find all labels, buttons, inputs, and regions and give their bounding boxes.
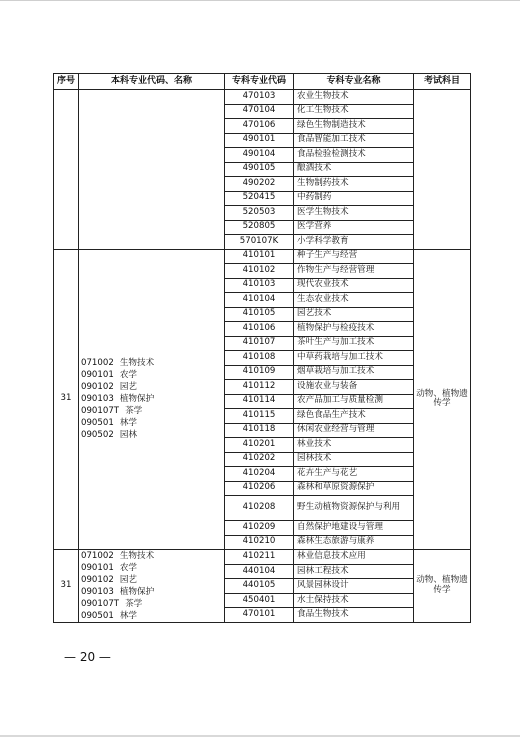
major-code: 410107	[225, 336, 294, 351]
undergrad-code: 090102	[81, 382, 114, 393]
major-name: 森林和草原资源保护	[294, 481, 414, 496]
undergrad-name: 农学	[119, 370, 138, 381]
major-code: 490202	[225, 177, 294, 192]
undergrad-name: 植物保护	[119, 394, 155, 405]
undergrad-major	[81, 586, 222, 598]
table-row	[54, 90, 471, 105]
seq-cell: 31	[54, 550, 79, 623]
major-code: 410118	[225, 423, 294, 438]
major-code: 470104	[225, 104, 294, 119]
major-code: 470101	[225, 608, 294, 623]
undergrad-major	[81, 357, 222, 369]
undergrad-major	[81, 393, 222, 405]
major-name: 风景园林设计	[294, 579, 414, 594]
major-name: 花卉生产与花艺	[294, 467, 414, 482]
undergrad-code: 090103	[81, 394, 114, 405]
exam-subject-cell: 动物、植物遗传学	[414, 249, 471, 550]
major-name: 食品生物技术	[294, 608, 414, 623]
major-name: 植物保护与检疫技术	[294, 322, 414, 337]
undergrad-name: 园艺	[119, 382, 138, 393]
major-name: 设施农业与装备	[294, 380, 414, 395]
major-name: 园林技术	[294, 452, 414, 467]
major-name: 园艺技术	[294, 307, 414, 322]
page-number: — 20 —	[64, 650, 111, 664]
undergrad-name: 植物保护	[119, 587, 155, 597]
major-code: 410208	[225, 496, 294, 521]
major-name: 农产品加工与质量检测	[294, 394, 414, 409]
undergrad-name: 林学	[119, 418, 138, 429]
major-name: 食品检验检测技术	[294, 148, 414, 163]
major-code: 410104	[225, 293, 294, 308]
undergrad-name: 茶学	[125, 406, 143, 417]
table-header-row	[54, 74, 471, 90]
major-code: 570107K	[225, 235, 294, 250]
major-table	[53, 73, 471, 623]
undergrad-major	[81, 429, 222, 441]
seq-cell	[54, 90, 79, 250]
undergrad-major	[81, 417, 222, 429]
major-code: 520805	[225, 220, 294, 235]
major-name: 医学生物技术	[294, 206, 414, 221]
major-name: 自然保护地建设与管理	[294, 521, 414, 536]
major-name: 作物生产与经营管理	[294, 264, 414, 279]
major-code: 520415	[225, 191, 294, 206]
major-name: 绿色食品生产技术	[294, 409, 414, 424]
major-name: 绿色生物制造技术	[294, 119, 414, 134]
major-name: 森林生态旅游与康养	[294, 535, 414, 550]
major-code: 410201	[225, 438, 294, 453]
undergrad-major	[81, 369, 222, 381]
undergrad-major	[81, 574, 222, 586]
major-name: 休闲农业经营与管理	[294, 423, 414, 438]
undergrad-major	[81, 550, 222, 562]
major-code: 410103	[225, 278, 294, 293]
major-name: 农业生物技术	[294, 90, 414, 105]
undergrad-name: 生物技术	[119, 551, 155, 561]
undergrad-major	[81, 562, 222, 574]
undergrad-name: 林学	[119, 611, 138, 621]
header-undergrad: 本科专业代码、名称	[79, 74, 225, 90]
major-name: 食品智能加工技术	[294, 133, 414, 148]
major-code: 410106	[225, 322, 294, 337]
undergrad-code: 090501	[81, 611, 114, 621]
top-border-line	[0, 0, 520, 1]
undergrad-code: 090103	[81, 587, 114, 597]
major-code: 440105	[225, 579, 294, 594]
major-code: 520503	[225, 206, 294, 221]
major-code: 410108	[225, 351, 294, 366]
major-name: 野生动植物资源保护与利用	[294, 496, 414, 521]
table-body	[54, 90, 471, 623]
major-code: 410202	[225, 452, 294, 467]
undergrad-name: 园艺	[119, 575, 138, 585]
major-name: 酿酒技术	[294, 162, 414, 177]
undergrad-code: 090101	[81, 370, 114, 381]
major-code: 410112	[225, 380, 294, 395]
major-code: 470106	[225, 119, 294, 134]
major-name: 小学科学教育	[294, 235, 414, 250]
undergrad-name: 茶学	[125, 599, 143, 609]
table-row	[54, 249, 471, 264]
undergrad-code: 090101	[81, 563, 114, 573]
major-code: 490105	[225, 162, 294, 177]
major-name: 种子生产与经营	[294, 249, 414, 264]
major-name: 烟草栽培与加工技术	[294, 365, 414, 380]
table-row	[54, 550, 471, 565]
undergrad-code: 090502	[81, 430, 114, 441]
undergrad-name: 生物技术	[119, 358, 155, 369]
major-name: 林业信息技术应用	[294, 550, 414, 565]
major-code: 490101	[225, 133, 294, 148]
undergrad-cell	[79, 249, 225, 550]
major-name: 生物制药技术	[294, 177, 414, 192]
major-code: 410204	[225, 467, 294, 482]
undergrad-code: 090102	[81, 575, 114, 585]
seq-cell: 31	[54, 249, 79, 550]
major-code: 410210	[225, 535, 294, 550]
header-subject: 考试科目	[414, 74, 471, 90]
exam-subject-cell: 动物、植物遗传学	[414, 550, 471, 623]
major-name: 现代农业技术	[294, 278, 414, 293]
major-code: 410101	[225, 249, 294, 264]
undergrad-code: 090107T	[81, 599, 120, 609]
major-name: 生态农业技术	[294, 293, 414, 308]
undergrad-code: 071002	[81, 358, 114, 369]
major-code: 450401	[225, 593, 294, 608]
undergrad-name: 园林	[119, 430, 138, 441]
major-name: 林业技术	[294, 438, 414, 453]
major-name: 园林工程技术	[294, 564, 414, 579]
undergrad-cell	[79, 550, 225, 623]
major-code: 410105	[225, 307, 294, 322]
undergrad-name: 农学	[119, 563, 138, 573]
undergrad-cell	[79, 90, 225, 250]
major-code: 410209	[225, 521, 294, 536]
undergrad-major	[81, 598, 222, 610]
major-name: 化工生物技术	[294, 104, 414, 119]
undergrad-major	[81, 405, 222, 417]
undergrad-code: 090107T	[81, 406, 120, 417]
undergrad-major	[81, 610, 222, 622]
major-code: 410211	[225, 550, 294, 565]
header-name: 专科专业名称	[294, 74, 414, 90]
major-code: 410109	[225, 365, 294, 380]
major-code: 490104	[225, 148, 294, 163]
major-code: 440104	[225, 564, 294, 579]
header-seq: 序号	[54, 74, 79, 90]
major-code: 410206	[225, 481, 294, 496]
major-name: 医学营养	[294, 220, 414, 235]
undergrad-code: 090501	[81, 418, 114, 429]
major-code: 410102	[225, 264, 294, 279]
major-name: 中草药栽培与加工技术	[294, 351, 414, 366]
major-name: 水土保持技术	[294, 593, 414, 608]
major-code: 410115	[225, 409, 294, 424]
undergrad-code: 071002	[81, 551, 114, 561]
exam-subject-cell	[414, 90, 471, 250]
major-name: 茶叶生产与加工技术	[294, 336, 414, 351]
header-code: 专科专业代码	[225, 74, 294, 90]
major-name: 中药制药	[294, 191, 414, 206]
major-code: 470103	[225, 90, 294, 105]
major-code: 410114	[225, 394, 294, 409]
undergrad-major	[81, 381, 222, 393]
